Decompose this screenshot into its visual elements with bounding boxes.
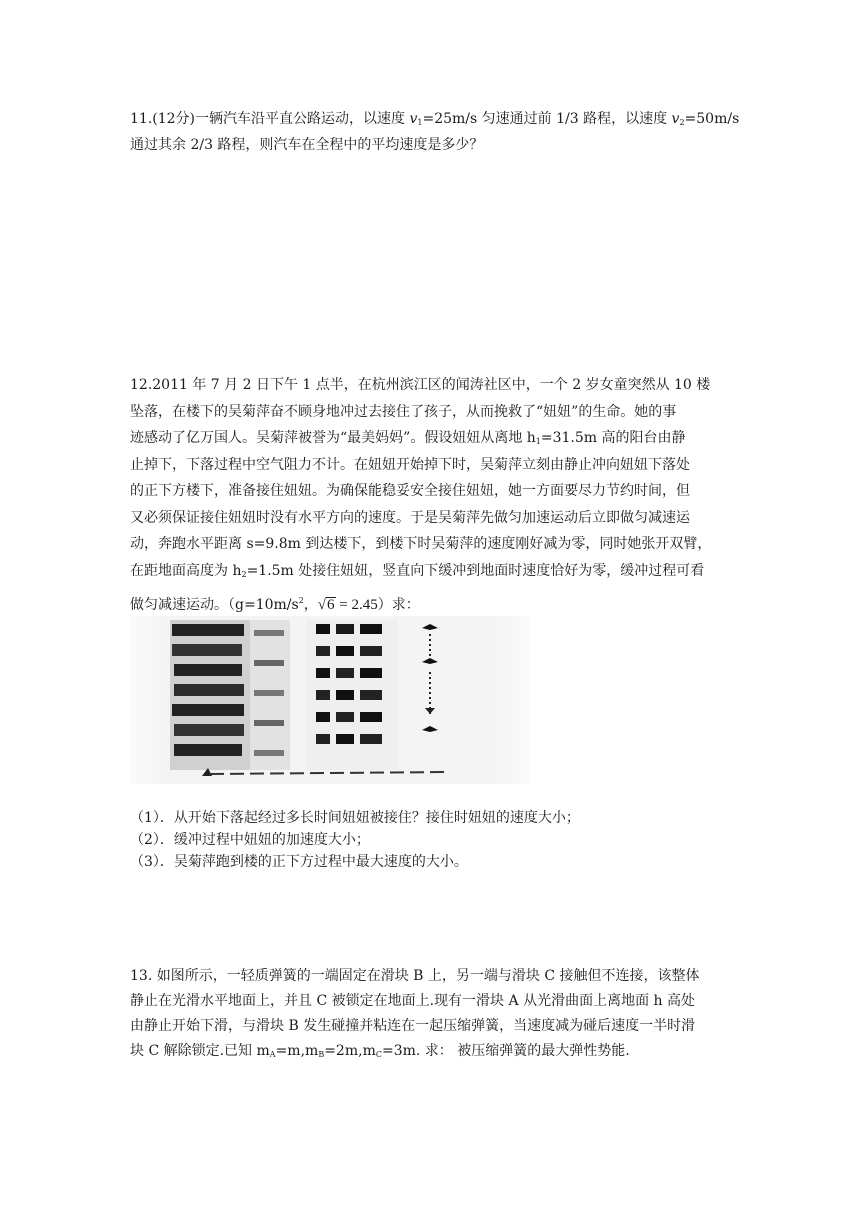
q13-line-1: 13. 如图所示，一轻质弹簧的一端固定在滑块 B 上，另一端与滑块 C 接触但不连接，该整体 [130,968,700,984]
building-photo [130,616,530,784]
q12-line-5: 的正下方楼下，准备接住妞妞。为确保能稳妥安全接住妞妞，她一方面要尽力节约时间，但 [130,483,690,499]
q13-line-3: 由静止开始下滑，与滑块 B 发生碰撞并粘连在一起压缩弹簧，当速度减为碰后速度一半时滑 [130,1018,696,1034]
q12-line-1: 12.2011 年 7 月 2 日下午 1 点半，在杭州滨江区的闻涛社区中，一个 2 岁女童突然从 10 楼 [130,377,711,393]
q12-line-9: 做匀减速运动。（$g=10m/s^2$，√6 = 2.45）求： [130,596,420,613]
q12-line-6: 又必须保证接住妞妞时没有水平方向的速度。于是吴菊萍先做匀加速运动后立即做匀减速运 [130,509,690,526]
q13-line-2: 静止在光滑水平地面上，并且 C 被锁定在地面上.现有一滑块 A 从光滑曲面上离地面 h 高处 [130,993,695,1009]
question-12 [130,372,734,619]
q12-line-4: 止掉下，下落过程中空气阻力不计。在妞妞开始掉下时，吴菊萍立刻由静止冲向妞妞下落处 [130,456,690,473]
q12-line-8: 在距地面高度为 $h_2=1.5m$ 处接住妞妞，竖直向下缓冲到地面时速度恰好为零，缓冲过程可看 [130,562,705,579]
q11-line-1: 11.(12分)一辆汽车沿平直公路运动，以速度 $v_1=25m/s$ 匀速通过前 1/3 路程，以速度 $v_2=50m/s$ [130,111,740,127]
q12-sub-question-3: （3）．吴菊萍跑到楼的正下方过程中最大速度的大小。 [130,854,468,870]
question-13 [130,964,734,1064]
q12-sub-question-1: （1）．从开始下落起经过多长时间妞妞被接住？接住时妞妞的速度大小； [130,810,580,826]
q12-line-7: 动，奔跑水平距离 s=9.8m 到达楼下，到楼下时吴菊萍的速度刚好减为零，同时她张开双臂， [130,536,712,552]
sqrt-six-formula: √6 = 2.45 [317,597,378,613]
q12-sub-question-2: （2）．缓冲过程中妞妞的加速度大小； [130,832,370,848]
q12-line-3: 迹感动了亿万国人。吴菊萍被誉为“最美妈妈”。假设妞妞从离地 $h_1=31.5m$ 高的阳台由静 [130,430,686,446]
q12-line-2: 坠落，在楼下的吴菊萍奋不顾身地冲过去接住了孩子，从而挽救了“妞妞”的生命。她的事 [130,403,677,420]
q11-line-2: 通过其余 2/3 路程，则汽车在全程中的平均速度是多少？ [130,137,484,153]
q13-line-4: 块 C 解除锁定.已知 $m_A=m,m_B=2m,m_C=3m$. 求： 被压缩弹簧的最大弹性势能. [130,1043,630,1059]
question-11 [130,106,740,158]
